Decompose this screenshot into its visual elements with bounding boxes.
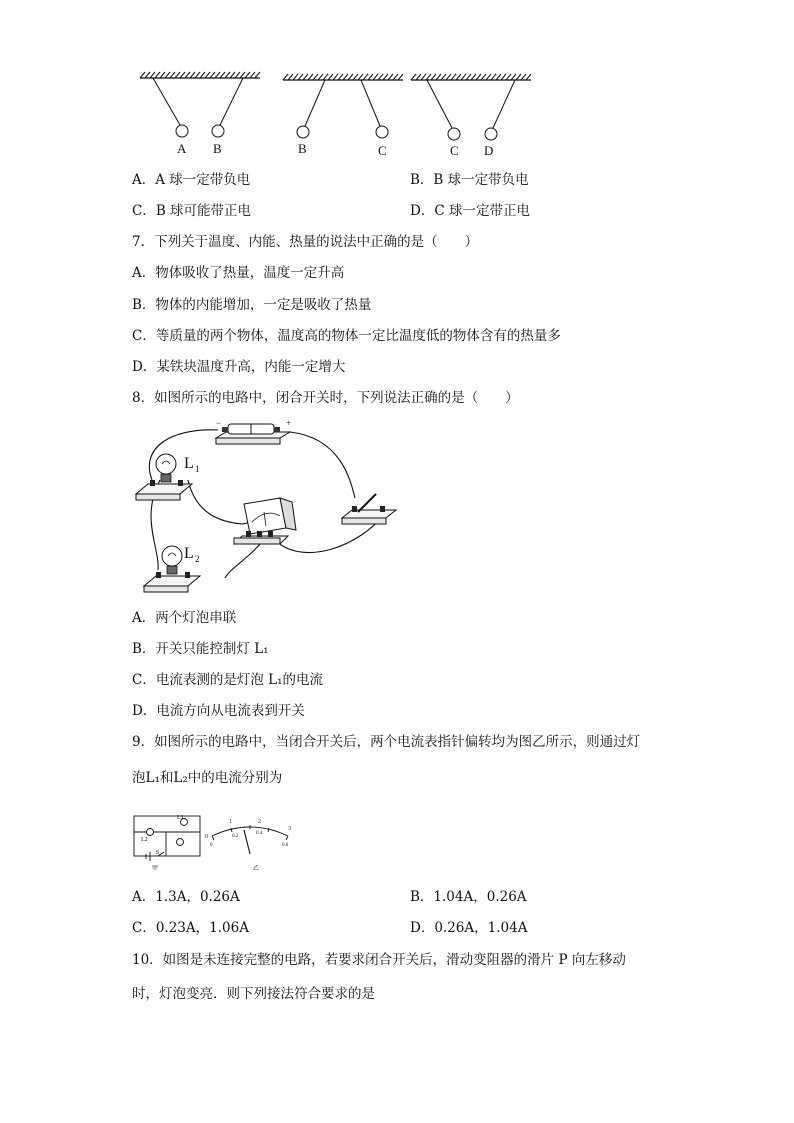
ball-label: C [378,143,387,158]
scale-top-3: 3 [288,826,291,832]
q8-option-c: C．电流表测的是灯泡 L₁的电流 [132,672,323,688]
q9-stem-line1: 9．如图所示的电路中，当闭合开关后，两个电流表指针偏转均为图乙所示，则通过灯 [132,734,641,750]
q9-option-c: C．0.23A，1.06A [132,920,249,936]
lamp-l1 [136,454,200,500]
q9-option-d: D．0.26A，1.04A [410,920,528,936]
q6-option-c: C．B 球可能带正电 [132,203,252,219]
q9-option-b: B．1.04A，0.26A [410,889,527,905]
ball-b-2 [297,126,309,138]
q8-stem: 8．如图所示的电路中，闭合开关时，下列说法正确的是（ ） [132,390,519,406]
scale-top-0: 0 [205,834,208,840]
q6-pendulum-figure [135,68,535,160]
ball-c-2 [376,126,388,138]
q9-label-l2: L2 [141,837,148,843]
ball-a-1 [176,125,188,137]
q9-label-s: S [156,850,160,856]
q8-option-b: B．开关只能控制灯 L₁ [132,641,269,657]
q10-stem-line2: 时，灯泡变亮．则下列接法符合要求的是 [132,986,375,1002]
q9-label-yi: 乙 [253,866,260,872]
ball-label: B [213,141,222,156]
ceiling-3 [411,74,531,80]
q8-option-a: A．两个灯泡串联 [132,610,237,626]
q9-label-jia: 甲 [152,866,159,872]
q7-option-c: C．等质量的两个物体，温度高的物体一定比温度低的物体含有的热量多 [132,328,561,344]
lamp-l1-subscript: 1 [195,464,200,474]
scale-bottom-1: 0.2 [232,834,239,839]
battery-plus-label: + [286,418,292,428]
q7-stem: 7．下列关于温度、内能、热量的说法中正确的是（ ） [132,234,479,250]
q8-circuit-figure [130,418,402,596]
ball-b-1 [212,125,224,137]
battery-holder [216,418,291,444]
lamp-l2-subscript: 2 [195,554,200,564]
q6-option-b: B．B 球一定带负电 [410,172,529,188]
q7-option-d: D．某铁块温度升高，内能一定增大 [132,359,346,375]
ceiling-2 [283,74,403,80]
switch [342,494,396,524]
q7-option-b: B．物体的内能增加，一定是吸收了热量 [132,297,372,313]
ball-label: A [177,141,187,156]
ball-label: C [450,143,459,158]
lamp-l2-label: L [184,545,194,562]
q9-label-l1: L1 [177,815,184,821]
ammeter [234,498,296,544]
lamp-l2 [144,545,200,592]
meter-scale-yi [212,825,288,854]
scale-top-2: 2 [258,819,261,825]
battery-minus-label: − [216,418,222,428]
ball-label: D [484,143,494,158]
ball-label: B [298,141,307,156]
scale-bottom-2: 0.4 [256,831,263,836]
lamp-l1-label: L [184,455,194,472]
q6-option-d: D．C 球一定带正电 [410,203,530,219]
q9-option-a: A．1.3A，0.26A [132,889,240,905]
q7-option-a: A．物体吸收了热量，温度一定升高 [132,265,345,281]
ball-c-3 [448,128,460,140]
q9-circuit-figure [132,810,300,872]
q10-stem-line1: 10．如图是未连接完整的电路，若要求闭合开关后，滑动变阻器的滑片 P 向左移动 [132,952,626,968]
q9-stem-line2: 泡L₁和L₂中的电流分别为 [132,770,283,786]
scale-top-1: 1 [229,819,232,825]
q8-option-d: D．电流方向从电流表到开关 [132,703,305,719]
q6-option-a: A．A 球一定带负电 [132,172,251,188]
ball-d-3 [485,128,497,140]
scale-bottom-0: 0 [210,843,213,848]
ceiling-1 [140,72,260,78]
scale-bottom-3: 0.6 [282,843,289,848]
